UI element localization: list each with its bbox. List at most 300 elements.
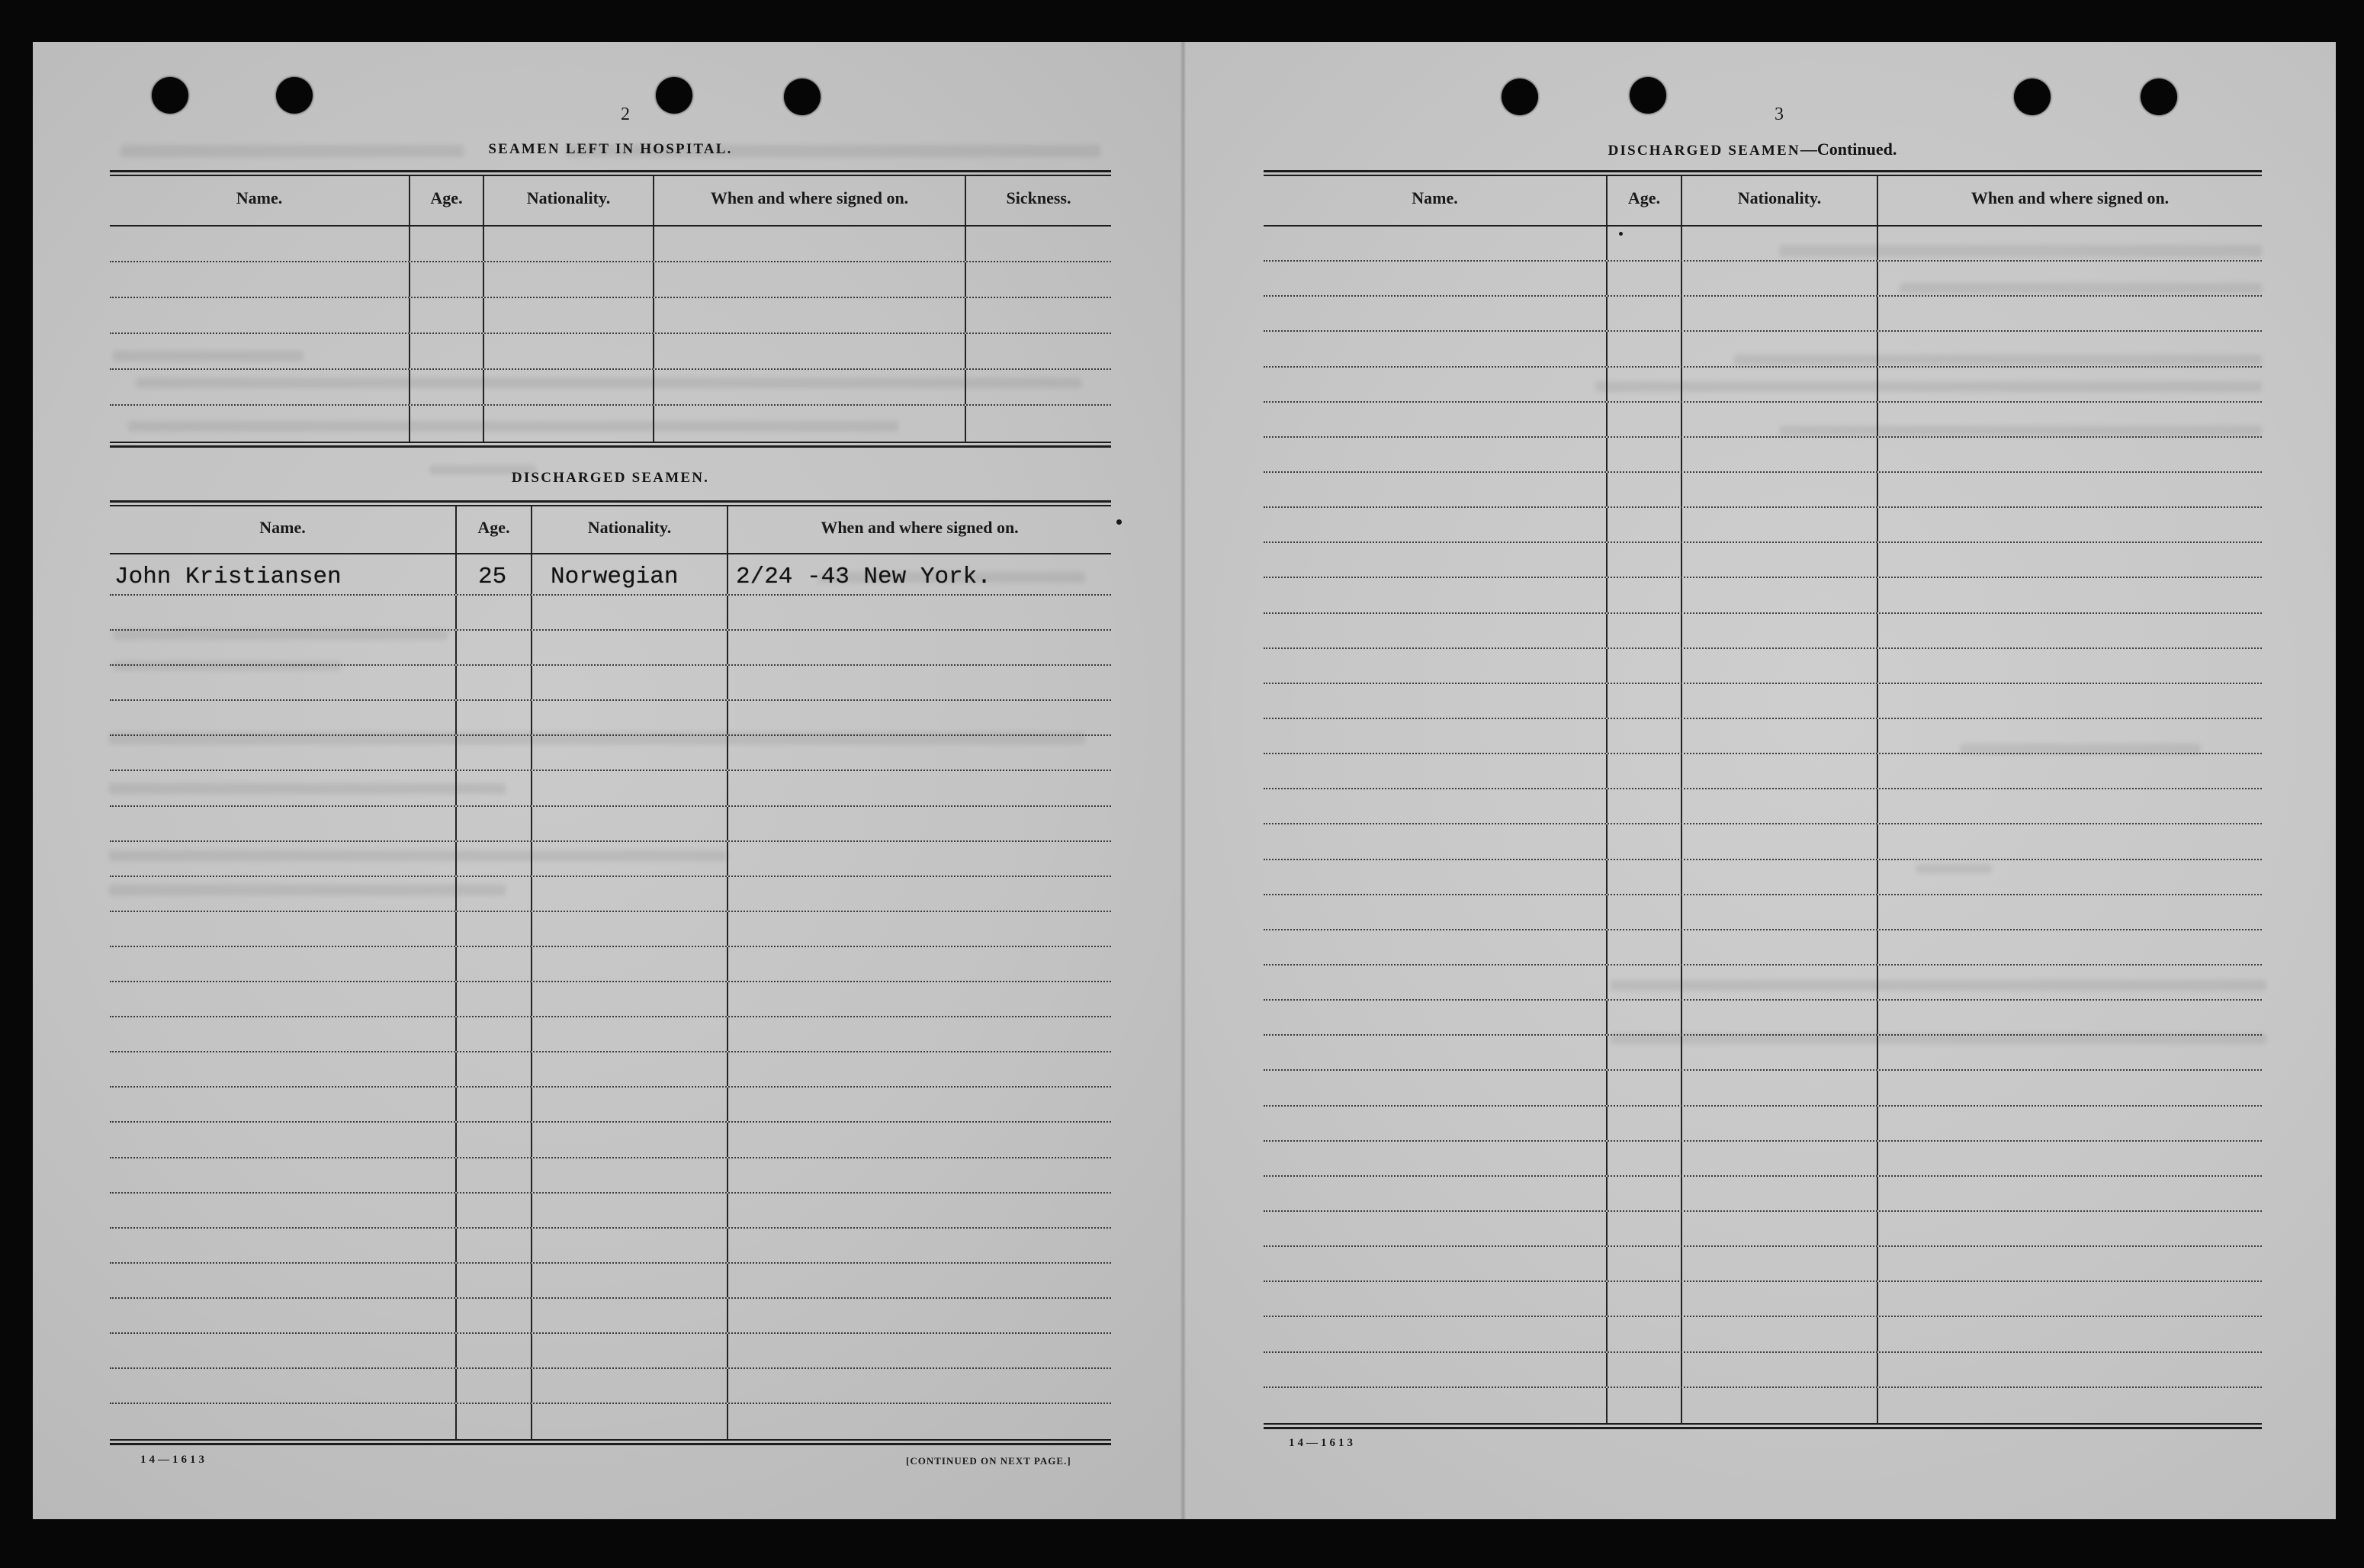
age-cell <box>455 807 531 840</box>
table-row <box>1264 1001 2262 1036</box>
table-row <box>110 1334 1111 1369</box>
table-row <box>1264 1388 2262 1423</box>
table-row <box>110 262 1111 298</box>
punch-hole <box>784 79 821 115</box>
section-title-main: DISCHARGED SEAMEN <box>1608 143 1800 159</box>
table-row <box>1264 438 2262 473</box>
signed-on-cell <box>653 370 965 404</box>
nationality-cell <box>531 1229 727 1262</box>
name-cell <box>1264 473 1606 506</box>
age-cell <box>1606 332 1681 365</box>
name-cell <box>1264 1353 1606 1386</box>
signed-on-entry: 2/24 -43 New York. <box>736 564 991 590</box>
nationality-cell <box>531 631 727 664</box>
table-row <box>1264 508 2262 543</box>
nationality-cell <box>1681 1353 1877 1386</box>
form-number: 14—1613 <box>1289 1437 1356 1449</box>
signed-on-cell <box>727 1264 1111 1297</box>
name-cell <box>110 1369 455 1403</box>
nationality-cell <box>1681 1107 1877 1140</box>
age-cell <box>455 736 531 770</box>
table-row <box>1264 860 2262 895</box>
nationality-cell <box>531 666 727 699</box>
discharged-table <box>110 500 1111 1445</box>
name-cell <box>1264 438 1606 471</box>
signed-on-column-header: When and where signed on. <box>727 506 1111 553</box>
punch-hole <box>2014 79 2051 115</box>
name-cell <box>110 631 455 664</box>
age-cell <box>1606 1388 1681 1423</box>
page-number: 2 <box>621 104 630 124</box>
signed-on-cell <box>1877 930 2262 964</box>
name-cell <box>110 1052 455 1086</box>
age-cell <box>1606 895 1681 929</box>
name-cell <box>1264 1001 1606 1034</box>
signed-on-cell <box>727 1404 1111 1439</box>
punch-hole <box>1502 79 1538 115</box>
table-row <box>110 877 1111 912</box>
age-entry: 25 <box>478 564 507 590</box>
name-column-header: Name. <box>236 188 283 207</box>
table-row <box>110 666 1111 701</box>
nationality-cell <box>531 1369 727 1403</box>
age-cell <box>455 1229 531 1262</box>
name-cell <box>110 227 409 261</box>
table-row <box>110 701 1111 736</box>
page-number: 3 <box>1775 104 1784 124</box>
signed-on-cell <box>653 227 965 261</box>
table-row <box>110 370 1111 406</box>
signed-on-cell <box>1877 1107 2262 1140</box>
name-cell <box>1264 649 1606 683</box>
age-cell <box>1606 473 1681 506</box>
name-cell <box>1264 578 1606 612</box>
name-cell <box>110 1299 455 1332</box>
sickness-cell <box>965 298 1111 333</box>
sickness-column-header: Sickness. <box>965 176 1111 225</box>
nationality-cell <box>1681 368 1877 401</box>
table-row <box>110 1017 1111 1052</box>
age-cell <box>455 912 531 946</box>
name-cell <box>110 1017 455 1051</box>
signed-on-cell <box>1877 754 2262 788</box>
table-row <box>1264 930 2262 966</box>
age-cell <box>1606 1177 1681 1210</box>
table-row <box>110 406 1111 442</box>
table-row <box>110 1088 1111 1123</box>
signed-on-cell <box>1877 684 2262 718</box>
nationality-cell <box>1681 1388 1877 1423</box>
name-cell <box>110 666 455 699</box>
age-cell <box>455 1194 531 1227</box>
age-cell <box>1606 543 1681 577</box>
age-cell <box>455 1017 531 1051</box>
name-cell <box>1264 1071 1606 1104</box>
age-cell <box>1606 789 1681 823</box>
table-row <box>110 334 1111 370</box>
signed-on-cell <box>1877 860 2262 894</box>
name-cell <box>110 1158 455 1192</box>
signed-on-cell <box>1877 297 2262 330</box>
age-cell <box>1606 368 1681 401</box>
nationality-cell <box>531 596 727 629</box>
age-cell <box>455 1404 531 1439</box>
nationality-cell <box>1681 930 1877 964</box>
age-cell <box>455 947 531 981</box>
signed-on-cell <box>727 701 1111 734</box>
age-cell <box>455 1299 531 1332</box>
name-cell <box>110 1088 455 1121</box>
signed-on-cell <box>653 406 965 442</box>
nationality-cell <box>531 771 727 805</box>
nationality-cell <box>1681 754 1877 788</box>
table-row <box>1264 1247 2262 1282</box>
name-cell <box>1264 1036 1606 1069</box>
nationality-cell <box>1681 1247 1877 1280</box>
name-cell <box>110 947 455 981</box>
nationality-column-header: Nationality. <box>1681 176 1877 225</box>
table-bottom-rule <box>110 442 1111 448</box>
table-top-rule <box>110 170 1111 176</box>
table-row <box>1264 1071 2262 1106</box>
table-row <box>1264 543 2262 578</box>
nationality-entry: Norwegian <box>551 564 679 590</box>
name-cell <box>1264 1247 1606 1280</box>
signed-on-cell <box>727 1158 1111 1192</box>
age-cell <box>455 631 531 664</box>
name-column-header: Name. <box>1412 188 1458 207</box>
signed-on-cell <box>1877 1353 2262 1386</box>
signed-on-cell <box>1877 789 2262 823</box>
age-cell <box>1606 227 1681 260</box>
table-row <box>1264 473 2262 508</box>
age-cell <box>1606 860 1681 894</box>
signed-on-cell <box>1877 438 2262 471</box>
name-cell <box>1264 227 1606 260</box>
discharged-continued-section-title <box>1524 141 1981 159</box>
left-page <box>33 42 1184 1519</box>
nationality-cell <box>1681 1036 1877 1069</box>
table-row <box>110 298 1111 334</box>
nationality-cell <box>1681 1071 1877 1104</box>
nationality-cell <box>1681 473 1877 506</box>
nationality-cell <box>531 1088 727 1121</box>
signed-on-cell <box>727 842 1111 876</box>
signed-on-column-header: When and where signed on. <box>1877 176 2262 225</box>
age-cell <box>1606 438 1681 471</box>
table-row <box>110 631 1111 666</box>
nationality-cell <box>1681 895 1877 929</box>
name-cell <box>110 406 409 442</box>
nationality-cell <box>483 334 653 368</box>
table-row <box>1264 578 2262 613</box>
name-cell <box>1264 824 1606 858</box>
signed-on-cell <box>727 631 1111 664</box>
table-row <box>1264 754 2262 789</box>
age-cell <box>1606 578 1681 612</box>
nationality-cell <box>531 912 727 946</box>
age-cell <box>455 1088 531 1121</box>
table-row <box>110 947 1111 982</box>
table-row <box>1264 824 2262 860</box>
nationality-cell <box>1681 1282 1877 1316</box>
signed-on-cell <box>727 877 1111 911</box>
table-row <box>1264 1107 2262 1142</box>
table-row <box>110 842 1111 877</box>
age-cell <box>455 1369 531 1403</box>
age-cell <box>1606 1247 1681 1280</box>
nationality-cell <box>1681 684 1877 718</box>
age-cell <box>409 227 483 261</box>
nationality-cell <box>531 1264 727 1297</box>
name-cell <box>110 1334 455 1367</box>
nationality-column-header: Nationality. <box>483 176 653 225</box>
nationality-cell <box>1681 1142 1877 1175</box>
age-cell <box>1606 719 1681 753</box>
name-cell <box>110 334 409 368</box>
nationality-cell <box>531 554 727 594</box>
table-header <box>1264 176 2262 227</box>
age-cell <box>1606 824 1681 858</box>
name-cell <box>110 596 455 629</box>
signed-on-cell <box>727 1088 1111 1121</box>
table-row <box>1264 1212 2262 1247</box>
table-row <box>1264 649 2262 684</box>
signed-on-cell <box>1877 1388 2262 1423</box>
name-cell <box>110 736 455 770</box>
name-cell <box>110 1194 455 1227</box>
signed-on-cell <box>653 334 965 368</box>
name-cell <box>1264 614 1606 647</box>
table-row <box>110 736 1111 771</box>
nationality-cell <box>1681 297 1877 330</box>
signed-on-cell <box>727 736 1111 770</box>
age-column-header: Age. <box>1606 176 1681 225</box>
name-column-header: Name. <box>259 517 306 537</box>
age-cell <box>409 334 483 368</box>
nationality-cell <box>1681 332 1877 365</box>
nationality-cell <box>1681 1177 1877 1210</box>
table-row <box>110 1158 1111 1194</box>
nationality-cell <box>531 1334 727 1367</box>
age-cell <box>455 1158 531 1192</box>
signed-on-cell <box>1877 824 2262 858</box>
age-cell <box>455 982 531 1016</box>
table-bottom-rule <box>1264 1423 2262 1429</box>
signed-on-cell <box>1877 1001 2262 1034</box>
table-row <box>1264 1036 2262 1071</box>
table-row <box>1264 895 2262 930</box>
age-cell <box>455 1123 531 1156</box>
age-cell <box>1606 684 1681 718</box>
nationality-cell <box>1681 1212 1877 1245</box>
name-cell <box>1264 860 1606 894</box>
table-row <box>1264 1282 2262 1317</box>
signed-on-cell <box>1877 227 2262 260</box>
nationality-cell <box>1681 508 1877 541</box>
nationality-cell <box>483 406 653 442</box>
name-cell <box>110 771 455 805</box>
name-cell <box>110 982 455 1016</box>
nationality-cell <box>531 1158 727 1192</box>
sickness-cell <box>965 406 1111 442</box>
name-cell <box>1264 719 1606 753</box>
name-cell <box>110 1264 455 1297</box>
age-cell <box>1606 1142 1681 1175</box>
table-row <box>1264 719 2262 754</box>
nationality-cell <box>483 262 653 297</box>
hospital-section-title: SEAMEN LEFT IN HOSPITAL. <box>488 141 733 157</box>
sickness-cell <box>965 227 1111 261</box>
signed-on-cell <box>1877 649 2262 683</box>
name-entry: John Kristiansen <box>114 564 342 590</box>
table-row <box>1264 403 2262 438</box>
nationality-cell <box>1681 860 1877 894</box>
nationality-cell <box>483 370 653 404</box>
name-cell <box>110 262 409 297</box>
nationality-cell <box>1681 1317 1877 1351</box>
nationality-cell <box>1681 649 1877 683</box>
nationality-cell <box>1681 403 1877 436</box>
table-row <box>1264 1317 2262 1352</box>
name-cell <box>110 1404 455 1439</box>
nationality-column-header: Nationality. <box>531 506 727 553</box>
nationality-cell <box>1681 227 1877 260</box>
age-cell <box>409 298 483 333</box>
age-cell <box>1606 1282 1681 1316</box>
age-cell <box>455 1052 531 1086</box>
age-cell <box>1606 1317 1681 1351</box>
name-cell <box>110 1229 455 1262</box>
name-cell <box>110 1123 455 1156</box>
signed-on-cell <box>1877 403 2262 436</box>
table-header <box>110 506 1111 554</box>
punch-hole <box>2141 79 2177 115</box>
table-row <box>1264 966 2262 1001</box>
name-cell <box>1264 684 1606 718</box>
table-row <box>1264 1142 2262 1177</box>
table-row <box>1264 262 2262 297</box>
age-cell <box>1606 1212 1681 1245</box>
table-row <box>1264 297 2262 332</box>
signed-on-cell <box>1877 1282 2262 1316</box>
age-cell <box>1606 1353 1681 1386</box>
hospital-table <box>110 170 1111 448</box>
name-cell <box>1264 789 1606 823</box>
table-row <box>1264 332 2262 367</box>
signed-on-cell <box>727 1229 1111 1262</box>
age-cell <box>1606 1001 1681 1034</box>
age-cell <box>409 370 483 404</box>
nationality-cell <box>531 701 727 734</box>
nationality-cell <box>1681 719 1877 753</box>
signed-on-cell <box>727 1052 1111 1086</box>
nationality-cell <box>531 1299 727 1332</box>
signed-on-cell <box>1877 578 2262 612</box>
name-cell <box>1264 543 1606 577</box>
section-title-suffix: —Continued. <box>1800 140 1897 159</box>
age-cell <box>1606 1107 1681 1140</box>
table-row <box>110 771 1111 806</box>
signed-on-cell <box>727 1017 1111 1051</box>
signed-on-cell <box>1877 1036 2262 1069</box>
sickness-cell <box>965 370 1111 404</box>
age-cell <box>455 877 531 911</box>
signed-on-cell <box>1877 543 2262 577</box>
age-cell <box>455 666 531 699</box>
continued-note: [CONTINUED ON NEXT PAGE.] <box>906 1455 1071 1467</box>
name-cell <box>110 554 455 594</box>
age-cell <box>455 771 531 805</box>
name-cell <box>110 298 409 333</box>
signed-on-cell <box>727 947 1111 981</box>
signed-on-cell <box>1877 966 2262 999</box>
name-cell <box>1264 508 1606 541</box>
table-body <box>110 227 1111 442</box>
nationality-cell <box>531 1123 727 1156</box>
table-row <box>110 912 1111 947</box>
table-top-rule <box>1264 170 2262 176</box>
table-body <box>1264 227 2262 1423</box>
discharged-section-title: DISCHARGED SEAMEN. <box>511 470 710 486</box>
punch-hole <box>152 77 188 114</box>
name-cell <box>110 807 455 840</box>
name-cell <box>110 370 409 404</box>
table-row <box>110 807 1111 842</box>
form-number: 14—1613 <box>140 1454 207 1466</box>
nationality-cell <box>1681 543 1877 577</box>
table-row <box>110 1299 1111 1334</box>
table-row <box>110 1229 1111 1264</box>
nationality-cell <box>531 947 727 981</box>
age-cell <box>455 842 531 876</box>
nationality-cell <box>531 736 727 770</box>
signed-on-cell <box>1877 895 2262 929</box>
nationality-cell <box>1681 824 1877 858</box>
signed-on-cell <box>727 666 1111 699</box>
nationality-cell <box>531 1194 727 1227</box>
punch-hole <box>276 77 313 114</box>
age-cell <box>409 262 483 297</box>
signed-on-cell <box>1877 1177 2262 1210</box>
name-cell <box>1264 1107 1606 1140</box>
table-row <box>110 1369 1111 1404</box>
nationality-cell <box>483 298 653 333</box>
sickness-cell <box>965 262 1111 297</box>
table-row <box>1264 368 2262 403</box>
age-cell <box>1606 262 1681 295</box>
nationality-cell <box>531 982 727 1016</box>
signed-on-cell <box>1877 614 2262 647</box>
signed-on-cell <box>1877 1212 2262 1245</box>
signed-on-cell <box>727 912 1111 946</box>
table-row <box>110 1194 1111 1229</box>
nationality-cell <box>531 807 727 840</box>
name-cell <box>1264 1282 1606 1316</box>
name-cell <box>1264 297 1606 330</box>
name-cell <box>1264 332 1606 365</box>
signed-on-cell <box>727 1194 1111 1227</box>
signed-on-cell <box>727 771 1111 805</box>
table-row <box>1264 1353 2262 1388</box>
age-cell <box>455 1264 531 1297</box>
punch-hole <box>1630 77 1666 114</box>
right-page <box>1184 42 2336 1519</box>
nationality-cell <box>1681 438 1877 471</box>
name-cell <box>1264 895 1606 929</box>
age-column-header: Age. <box>455 506 531 553</box>
table-row <box>1264 684 2262 719</box>
